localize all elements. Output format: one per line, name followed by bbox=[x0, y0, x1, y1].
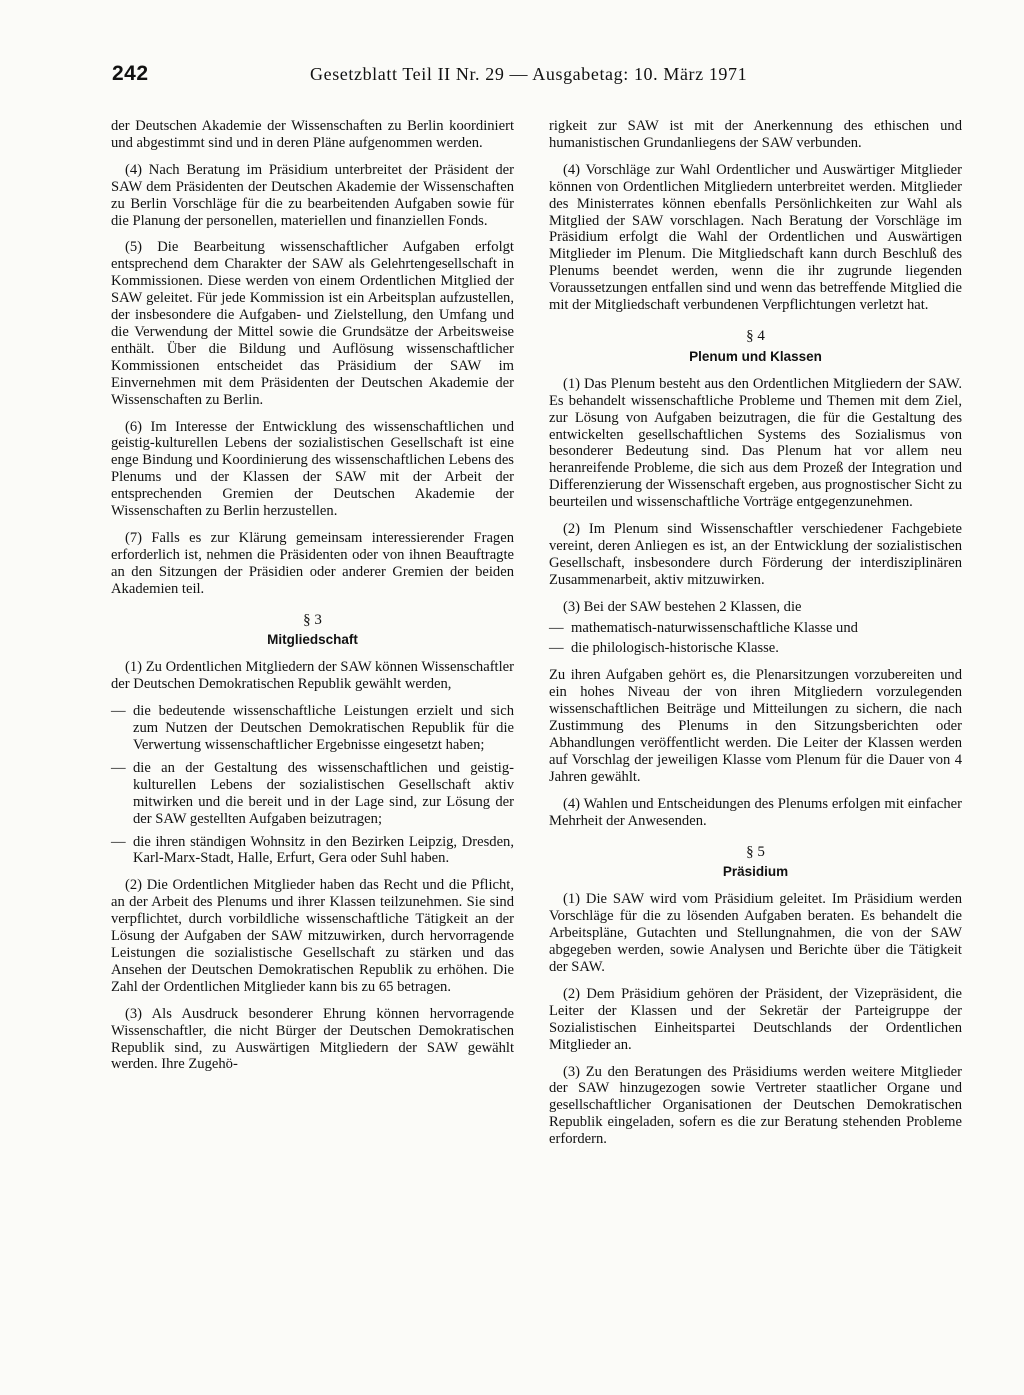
membership-criteria-list bbox=[111, 703, 514, 867]
paragraph-5-1: (1) Die SAW wird vom Präsidium geleitet. Im Präsidium werden Vorschläge für die zu lösenden Aufgaben beraten. Es behandelt die Arbeitspläne, Gutachten und Stellungnahmen, die von der SAW abgegeben werden, sowie Analysen und Berichte über die Tätigkeit der SAW. bbox=[549, 891, 962, 975]
paragraph-2-7: (7) Falls es zur Klärung gemeinsam interessierender Fragen erforderlich ist, nehmen die Präsidenten oder von ihnen Beauftragte an den Sitzungen der Präsidien oder anderer Gremien der beiden Akademien teil. bbox=[111, 529, 514, 597]
list-item bbox=[549, 640, 962, 657]
paragraph-2-6: (6) Im Interesse der Entwicklung des wissenschaftlichen und geistig-kulturellen Lebens der sozialistischen Gesellschaft ist eine enge Bindung und Koordinierung des wissenschaftlichen Lebens des Plenums und der Klassen der SAW mit der Arbeit der entsprechenden Gremien der Deutschen Akademie der Wissenschaften zu Berlin herzustellen. bbox=[111, 418, 514, 520]
section-4-title: Plenum und Klassen bbox=[689, 348, 822, 364]
list-item bbox=[111, 834, 514, 868]
right-column bbox=[549, 118, 962, 1158]
left-column bbox=[111, 118, 514, 1083]
list-item bbox=[549, 620, 962, 637]
paragraph-4-3: (3) Bei der SAW bestehen 2 Klassen, die bbox=[563, 598, 802, 615]
list-item bbox=[111, 760, 514, 828]
paragraph-3-3: (3) Als Ausdruck besonderer Ehrung können hervorragende Wissenschaftler, die nicht Bürger der Deutschen Demokratischen Republik sind, zu Auswärtigen Mitgliedern der SAW gewählt werden. Ihre Zugehö- bbox=[111, 1005, 514, 1073]
paragraph-3-2: (2) Die Ordentlichen Mitglieder haben das Recht und die Pflicht, an der Arbeit des Plenums und ihrer Klassen teilzunehmen. Sie sind verpflichtet, durch vorbildliche wissenschaftliche Tätigkeit an der Lösung der Aufgaben der SAW mitzuwirken, durch hervorragende Leistungen die sozialistische Gesellschaft zu stärken und das Ansehen der Deutschen Demokratischen Republik zu erhöhen. Die Zahl der Ordentlichen Mitglieder kann bis zu 65 betragen. bbox=[111, 877, 514, 995]
list-item-text: die philologisch-historische Klasse. bbox=[571, 640, 779, 657]
page-number: 242 bbox=[112, 62, 149, 85]
list-item-text: die an der Gestaltung des wissenschaftlichen und geistig-kulturellen Lebens der sozialistischen Gesellschaft aktiv mitwirken und die bereit und in der Lage sind, zur Lösung der der SAW gestellten Aufgaben beizutragen; bbox=[133, 759, 514, 827]
list-item-text: die bedeutende wissenschaftliche Leistungen erzielt und sich zum Nutzen der Deutschen Demokratischen Republik für die Verwertung wissenschaftlicher Ergebnisse eingesetzt haben; bbox=[133, 703, 514, 753]
section-5-number: § 5 bbox=[746, 843, 765, 860]
dash-bullet: — bbox=[111, 703, 126, 720]
classes-list bbox=[549, 620, 962, 658]
section-4-number: § 4 bbox=[746, 327, 765, 344]
paragraph-2-5: (5) Die Bearbeitung wissenschaftlicher Aufgaben erfolgt entsprechend dem Charakter der SAW als Gelehrtengesellschaft in Kommissionen. Diese werden von einem Ordentlichen Mitglied der SAW geleitet. Für jede Kommission ist ein Arbeitsplan aufzustellen, der insbesondere die Aufgaben- und Zielstellung, den Umfang und die Verwendung der Mittel sowie die Grundsätze der Arbeitsweise enthält. Über die Bildung und Auflösung wissenschaftlicher Kommissionen entscheidet das Präsidium der SAW im Einvernehmen mit dem Präsidenten der Deutschen Akademie der Wissenschaften zu Berlin. bbox=[111, 239, 514, 408]
header-title: Gesetzblatt Teil II Nr. 29 — Ausgabetag: 10. März 1971 bbox=[310, 64, 748, 84]
paragraph-4-1: (1) Das Plenum besteht aus den Ordentlichen Mitgliedern der SAW. Es behandelt wissenschaftliche Probleme und Themen mit dem Ziel, zur Lösung von Aufgaben beizutragen, die für die Gestaltung des entwickelten gesellschaftlichen Systems des Sozialismus von besonderer Bedeutung sind. Das Plenum hat vor allem neu heranreifende Probleme, die sich aus dem Prozeß der Integration und Differenzierung der Wissenschaft ergeben, aus prognostischer Sicht zu beurteilen und wissenschaftliche Vorträge entgegenzunehmen. bbox=[549, 375, 962, 511]
section-3-number: § 3 bbox=[303, 611, 322, 628]
dash-bullet: — bbox=[549, 619, 564, 636]
section-3-title: Mitgliedschaft bbox=[267, 632, 358, 648]
paragraph-continuation: rigkeit zur SAW ist mit der Anerkennung des ethischen und humanistischen Grundanliegens der SAW verbunden. bbox=[549, 118, 962, 151]
paragraph-3-4: (4) Vorschläge zur Wahl Ordentlicher und Auswärtiger Mitglieder können von Ordentlichen Mitgliedern unterbreitet werden. Mitglieder des Ministerrates können ebenfalls Persönlichkeiten zur Wahl als Mitglied der SAW vorschlagen. Nach Beratung der Vorschläge im Präsidium erfolgt die Wahl der Ordentlichen und Auswärtigen Mitglieder im Plenum. Die Mitgliedschaft kann durch Beschluß des Plenums beendet werden, wenn die ihr zugrunde liegenden Voraussetzungen entfallen sind und wenn das betreffende Mitglied die mit der Mitgliedschaft verbundenen Verpflichtungen verletzt hat. bbox=[549, 161, 962, 314]
paragraph-5-2: (2) Dem Präsidium gehören der Präsident, der Vizepräsident, die Leiter der Klassen und der Sekretär der Parteigruppe der Sozialistischen Einheitspartei Deutschlands der Ordentlichen Mitglieder an. bbox=[549, 985, 962, 1053]
paragraph-3-1: (1) Zu Ordentlichen Mitgliedern der SAW können Wissenschaftler der Deutschen Demokratischen Republik gewählt werden, bbox=[111, 659, 514, 693]
page-header bbox=[80, 62, 940, 92]
section-5-title: Präsidium bbox=[722, 864, 789, 880]
dash-bullet: — bbox=[111, 833, 126, 850]
paragraph-4-4: (4) Wahlen und Entscheidungen des Plenums erfolgen mit einfacher Mehrheit der Anwesenden. bbox=[549, 795, 962, 829]
paragraph-4-2: (2) Im Plenum sind Wissenschaftler verschiedener Fachgebiete vereint, deren Anliegen es ist, an der Entwicklung der sozialistischen Gesellschaft, insbesondere durch Förderung der interdisziplinären Zusammenarbeit, aktiv mitzuwirken. bbox=[549, 521, 962, 588]
paragraph-5-3: (3) Zu den Beratungen des Präsidiums werden weitere Mitglieder der SAW hinzugezogen sowie Vertreter staatlicher Organe und gesellschaftlicher Organisationen der Deutschen Demokratischen Republik eingeladen, sofern es die zur Beratung stehenden Probleme erfordern. bbox=[549, 1063, 962, 1148]
list-item-text: die ihren ständigen Wohnsitz in den Bezirken Leipzig, Dresden, Karl-Marx-Stadt, Halle, Erfurt, Gera oder Suhl haben. bbox=[133, 833, 514, 867]
paragraph-4-3-continued: Zu ihren Aufgaben gehört es, die Plenarsitzungen vorzubereiten und ein hohes Niveau der von ihren Mitgliedern vorzulegenden wissenschaftlichen Beiträge und Mitteilungen zu sichern, die nach Zustimmung des Plenums in den Sitzungsberichten oder Abhandlungen veröffentlicht werden. Die Leiter der Klassen werden auf Vorschlag der jeweiligen Klasse vom Plenum für die Dauer von 4 Jahren gewählt. bbox=[549, 667, 962, 785]
paragraph-continuation: der Deutschen Akademie der Wissenschaften zu Berlin koordiniert und abgestimmt sind und in deren Pläne aufgenommen werden. bbox=[111, 118, 514, 151]
dash-bullet: — bbox=[111, 759, 126, 776]
paragraph-2-4: (4) Nach Beratung im Präsidium unterbreitet der Präsident der SAW dem Präsidenten der Deutschen Akademie der Wissenschaften zu Berlin Vorschläge für die zu bearbeitenden Aufgaben sowie für die Planung der personellen, materiellen und finanziellen Fonds. bbox=[111, 161, 514, 229]
list-item bbox=[111, 703, 514, 754]
list-item-text: mathematisch-naturwissenschaftliche Klasse und bbox=[571, 619, 858, 636]
dash-bullet: — bbox=[549, 640, 564, 657]
